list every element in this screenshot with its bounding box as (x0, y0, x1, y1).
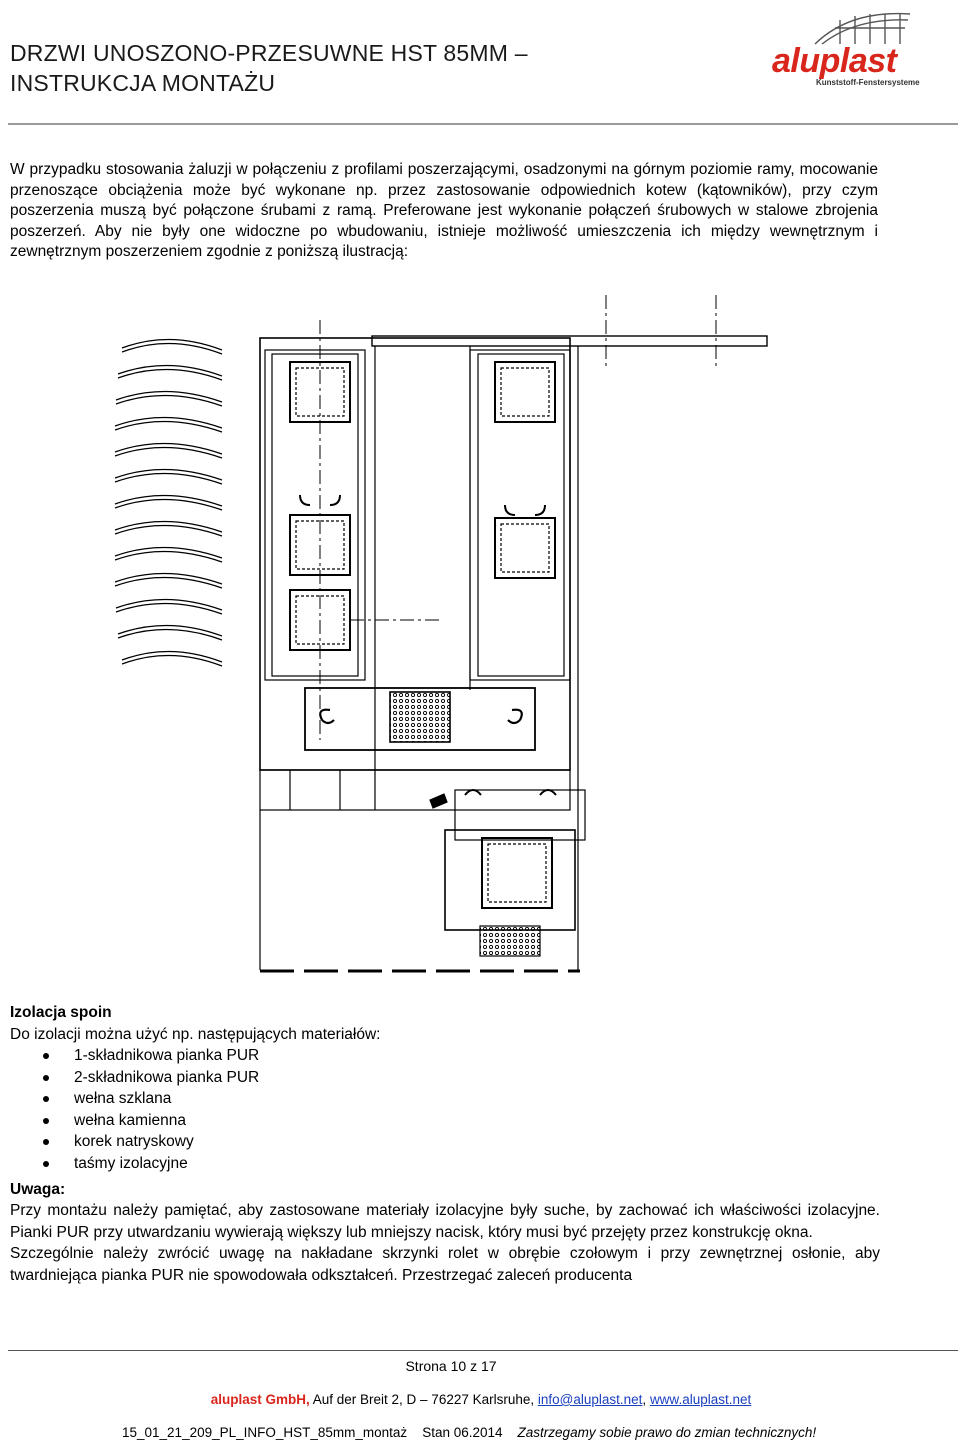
title-line-2: INSTRUKCJA MONTAŻU (10, 70, 276, 96)
company-address: Auf der Breit 2, D – 76227 Karlsruhe, (309, 1392, 538, 1407)
shutter-slats (115, 339, 222, 666)
footer-divider (8, 1350, 958, 1351)
list-item: wełna kamienna (10, 1110, 880, 1132)
list-item: 2-składnikowa pianka PUR (10, 1067, 880, 1089)
intro-paragraph: W przypadku stosowania żaluzji w połączeniu z profilami poszerzającymi, osadzonymi na górnym poziomie ramy, mocowanie przenoszące obciążenia może być wykonane np. przez zastosowanie odpowiednich kotew (kątowników), przy czym poszerzenia muszą być połączone śrubami z ramą. Preferowane jest wykonanie połączeń śrubowych w stalowe zbrojenia poszerzeń. Aby nie były one widoczne po wbudowaniu, istnieje możliwość umieszczenia ich między wewnętrznym i zewnętrznym poszerzeniem zgodnie z poniższą ilustracją: (10, 161, 878, 260)
list-item: taśmy izolacyjne (10, 1153, 880, 1175)
header-divider (8, 123, 958, 125)
page-header (0, 0, 960, 125)
list-item: wełna szklana (10, 1088, 880, 1110)
logo-wordmark: aluplast (772, 42, 897, 80)
page-number: Strona 10 z 17 (405, 1358, 497, 1374)
email-link[interactable]: info@aluplast.net (537, 1392, 643, 1407)
technical-drawing (110, 290, 775, 975)
note-text-2: Szczególnie należy zwrócić uwagę na nakładane skrzynki rolet w obrębie czołowym i przy zewnętrznej osłonie, aby twardniejąca pianka PUR nie spowodowała odkształceń. Przestrzegać zaleceń producenta (10, 1245, 880, 1284)
insulation-section (10, 1002, 880, 1286)
list-item: korek natryskowy (10, 1131, 880, 1153)
disclaimer: Zastrzegamy sobie prawo do zmian technicznych! (517, 1425, 817, 1440)
note-text-1: Przy montażu należy pamiętać, aby zastosowane materiały izolacyjne były suche, by zachować ich właściwości izolacyjne. Pianki PUR przy utwardzaniu wywierają większy lub mniejszy nacisk, który musi być przejęty przez konstrukcję okna. (10, 1202, 880, 1241)
title-line-1: DRZWI UNOSZONO-PRZESUWNE HST 85MM – (10, 40, 528, 66)
list-item: 1-składnikowa pianka PUR (10, 1045, 880, 1067)
separator: , (642, 1392, 650, 1407)
company-name: aluplast GmbH, (210, 1392, 310, 1407)
document-title (10, 38, 528, 98)
insulation-lead: Do izolacji można użyć np. następujących materiałów: (10, 1025, 381, 1043)
note-heading: Uwaga: (10, 1180, 66, 1198)
materials-list (10, 1045, 880, 1175)
document-status: Stan 06.2014 (422, 1425, 503, 1440)
company-line (0, 1392, 960, 1407)
insulation-heading: Izolacja spoin (10, 1004, 112, 1021)
aluplast-logo (770, 8, 950, 88)
document-info-line (122, 1425, 816, 1440)
profile-cross-section-icon (110, 290, 775, 975)
document-id: 15_01_21_209_PL_INFO_HST_85mm_montaż (122, 1425, 408, 1440)
website-link[interactable]: www.aluplast.net (649, 1392, 752, 1407)
logo-subtitle: Kunststoff-Fenstersysteme (816, 78, 920, 87)
